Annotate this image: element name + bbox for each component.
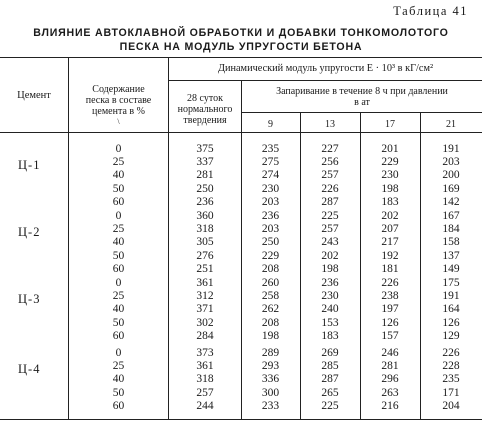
table-cell: 263 — [381, 386, 399, 399]
table-cell: 371 — [196, 303, 214, 316]
table-cell: 60 — [112, 195, 125, 208]
table-cell: 60 — [112, 262, 125, 275]
table-cell: 318 — [196, 223, 214, 236]
table-cell: 0 — [115, 347, 122, 359]
table-cell: 40 — [112, 169, 125, 182]
table-cell: 25 — [112, 156, 125, 169]
column-steam-13 — [300, 210, 360, 276]
table-cell: 260 — [261, 277, 280, 289]
table-cell: 167 — [442, 210, 460, 222]
table-cell: 207 — [381, 223, 399, 236]
header-pressure-21: 21 — [446, 119, 456, 130]
header-steam-curing — [242, 86, 482, 108]
table-cell: 50 — [112, 386, 125, 399]
header-normal-line-1: 28 суток — [187, 93, 223, 104]
column-steam-9 — [241, 210, 300, 276]
table-cell: 275 — [261, 156, 280, 169]
column-steam-21 — [420, 347, 482, 413]
rule-dynamic — [168, 80, 482, 81]
table-title — [0, 26, 482, 54]
table-cell: 285 — [321, 360, 339, 373]
table-cell: 243 — [321, 236, 339, 249]
table-cell: 60 — [112, 329, 125, 342]
rule-pressure — [241, 112, 482, 113]
column-steam-21 — [420, 277, 482, 343]
column-steam-17 — [360, 210, 420, 276]
table-cell: 197 — [381, 303, 399, 316]
header-normal-curing — [169, 93, 241, 126]
table-cell: 337 — [196, 156, 214, 169]
table-cell: 191 — [442, 290, 460, 303]
table-cell: 289 — [261, 347, 280, 359]
table-cell: 269 — [321, 347, 339, 359]
table-cell: 236 — [261, 210, 280, 222]
table-cell: 284 — [196, 329, 214, 342]
table-cell: 202 — [381, 210, 399, 222]
table-cell: 157 — [381, 329, 399, 342]
table-cell: 142 — [442, 195, 460, 208]
table-cell: 40 — [112, 236, 125, 249]
table-cell: 198 — [321, 262, 339, 275]
column-steam-21 — [420, 143, 482, 209]
table-cell: 257 — [321, 169, 339, 182]
table-cell: 204 — [442, 399, 460, 412]
table-cell: 256 — [321, 156, 339, 169]
table-cell: 171 — [442, 386, 460, 399]
table-cell: 233 — [261, 399, 280, 412]
table-cell: 183 — [381, 195, 399, 208]
column-normal-curing — [169, 347, 241, 413]
table-cell: 235 — [442, 373, 460, 386]
table-cell: 202 — [321, 249, 339, 262]
column-steam-9 — [241, 347, 300, 413]
header-sand-line-1: Содержание — [92, 84, 145, 95]
table-cell: 276 — [196, 249, 214, 262]
table-cell: 181 — [381, 262, 399, 275]
header-normal-line-3: твердения — [183, 115, 227, 126]
header-steam-line-1: Запаривание в течение 8 ч при давлении — [276, 86, 448, 97]
column-normal-curing — [169, 210, 241, 276]
table-cell: 149 — [442, 262, 460, 275]
table-cell: 216 — [381, 399, 399, 412]
table-cell: 25 — [112, 360, 125, 373]
column-sand-percent — [69, 347, 168, 413]
table-cell: 201 — [381, 143, 399, 155]
header-pressure-17: 17 — [385, 119, 395, 130]
table-cell: 192 — [381, 249, 399, 262]
table-cell: 126 — [442, 316, 460, 329]
column-steam-21 — [420, 210, 482, 276]
table-cell: 373 — [196, 347, 214, 359]
table-cell: 198 — [381, 182, 399, 195]
table-cell: 126 — [381, 316, 399, 329]
table-cell: 302 — [196, 316, 214, 329]
column-steam-13 — [300, 347, 360, 413]
column-steam-9 — [241, 143, 300, 209]
cement-label: Ц-1 — [18, 158, 41, 172]
table-cell: 217 — [381, 236, 399, 249]
table-cell: 235 — [261, 143, 280, 155]
table-cell: 226 — [442, 347, 460, 359]
table-cell: 226 — [321, 182, 339, 195]
table-cell: 226 — [381, 277, 399, 289]
table-cell: 40 — [112, 373, 125, 386]
table-cell: 236 — [321, 277, 339, 289]
table-cell: 265 — [321, 386, 339, 399]
table-cell: 203 — [261, 195, 280, 208]
column-sand-percent — [69, 143, 168, 209]
column-steam-9 — [241, 277, 300, 343]
table-cell: 240 — [321, 303, 339, 316]
header-cement: Цемент — [17, 90, 51, 101]
table-cell: 360 — [196, 210, 214, 222]
table-cell: 281 — [196, 169, 214, 182]
table-cell: 191 — [442, 143, 460, 155]
table-cell: 318 — [196, 373, 214, 386]
column-normal-curing — [169, 143, 241, 209]
table-cell: 50 — [112, 182, 125, 195]
column-steam-13 — [300, 277, 360, 343]
column-normal-curing — [169, 277, 241, 343]
rule-bottom — [0, 419, 482, 420]
header-steam-line-2: в ат — [354, 97, 370, 108]
table-cell: 361 — [196, 360, 214, 373]
table-cell: 375 — [196, 143, 214, 155]
table-cell: 183 — [321, 329, 339, 342]
table-cell: 184 — [442, 223, 460, 236]
table-cell: 25 — [112, 223, 125, 236]
header-dynamic-modulus: Динамический модуль упругости E · 10³ в кГ/см² — [217, 63, 434, 74]
column-sand-percent — [69, 277, 168, 343]
cement-label: Ц-4 — [18, 362, 41, 376]
column-steam-17 — [360, 143, 420, 209]
table-cell: 225 — [321, 210, 339, 222]
rule-top — [0, 57, 482, 58]
table-cell: 208 — [261, 316, 280, 329]
table-cell: 230 — [261, 182, 280, 195]
header-pressure-9: 9 — [268, 119, 273, 130]
table-cell: 0 — [115, 277, 122, 289]
header-sand-line-2: песка в составе — [85, 95, 152, 106]
table-cell: 250 — [196, 182, 214, 195]
table-cell: 60 — [112, 399, 125, 412]
table-cell: 274 — [261, 169, 280, 182]
table-cell: 164 — [442, 303, 460, 316]
column-sand-percent — [69, 210, 168, 276]
table-cell: 238 — [381, 290, 399, 303]
table-cell: 158 — [442, 236, 460, 249]
table-cell: 361 — [196, 277, 214, 289]
table-cell: 137 — [442, 249, 460, 262]
table-cell: 0 — [115, 210, 122, 222]
table-number: Таблица 41 — [393, 4, 468, 18]
table-cell: 296 — [381, 373, 399, 386]
table-cell: 0 — [115, 143, 122, 155]
table-cell: 257 — [321, 223, 339, 236]
table-cell: 40 — [112, 303, 125, 316]
table-cell: 287 — [321, 195, 339, 208]
column-steam-17 — [360, 277, 420, 343]
table-cell: 203 — [261, 223, 280, 236]
table-cell: 312 — [196, 290, 214, 303]
table-cell: 229 — [261, 249, 280, 262]
table-cell: 244 — [196, 399, 214, 412]
table-cell: 175 — [442, 277, 460, 289]
table-title-line-1: ВЛИЯНИЕ АВТОКЛАВНОЙ ОБРАБОТКИ И ДОБАВКИ ТОНКОМОЛОТОГО — [33, 27, 449, 39]
table-cell: 198 — [261, 329, 280, 342]
table-cell: 262 — [261, 303, 280, 316]
table-cell: 281 — [381, 360, 399, 373]
table-cell: 208 — [261, 262, 280, 275]
table-cell: 25 — [112, 290, 125, 303]
table-cell: 230 — [381, 169, 399, 182]
header-sand-mark: \ — [117, 117, 120, 126]
header-sand-line-3: цемента в % — [92, 106, 145, 117]
table-cell: 203 — [442, 156, 460, 169]
cement-label: Ц-3 — [18, 292, 41, 306]
table-title-line-2: ПЕСКА НА МОДУЛЬ УПРУГОСТИ БЕТОНА — [119, 41, 363, 53]
table-cell: 129 — [442, 329, 460, 342]
table-cell: 258 — [261, 290, 280, 303]
table-cell: 250 — [261, 236, 280, 249]
table-cell: 200 — [442, 169, 460, 182]
column-steam-17 — [360, 347, 420, 413]
column-steam-13 — [300, 143, 360, 209]
header-sand — [69, 84, 168, 126]
table-cell: 227 — [321, 143, 339, 155]
table-cell: 336 — [261, 373, 280, 386]
table-cell: 293 — [261, 360, 280, 373]
table-cell: 153 — [321, 316, 339, 329]
table-cell: 50 — [112, 316, 125, 329]
table-cell: 300 — [261, 386, 280, 399]
table-cell: 257 — [196, 386, 214, 399]
table-cell: 228 — [442, 360, 460, 373]
table-cell: 50 — [112, 249, 125, 262]
table-cell: 246 — [381, 347, 399, 359]
table-cell: 305 — [196, 236, 214, 249]
header-pressure-13: 13 — [325, 119, 335, 130]
table-cell: 236 — [196, 195, 214, 208]
table-cell: 251 — [196, 262, 214, 275]
header-normal-line-2: нормального — [177, 104, 233, 115]
table-cell: 229 — [381, 156, 399, 169]
table-cell: 287 — [321, 373, 339, 386]
cement-label: Ц-2 — [18, 225, 41, 239]
table-cell: 225 — [321, 399, 339, 412]
table-cell: 230 — [321, 290, 339, 303]
table-cell: 169 — [442, 182, 460, 195]
